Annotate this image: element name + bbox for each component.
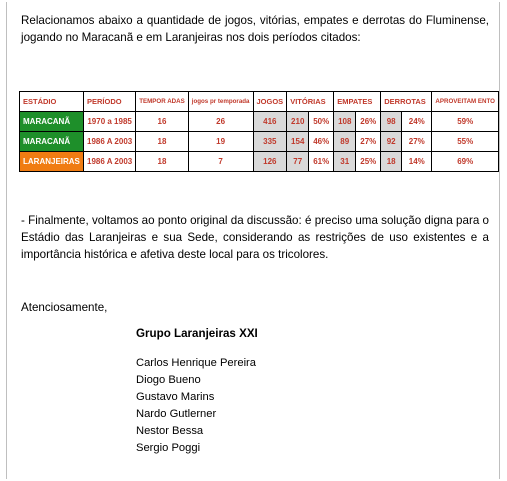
cell-periodo: 1970 a 1985 <box>84 112 136 132</box>
cell-derrotas: 98 <box>381 112 402 132</box>
header-vitorias: VITÓRIAS <box>287 92 334 112</box>
header-aproveitamento: APROVEITAM ENTO <box>432 92 499 112</box>
member-name: Sergio Poggi <box>136 442 201 454</box>
cell-jogos: 126 <box>253 152 287 172</box>
cell-estadio: LARANJEIRAS <box>20 152 84 172</box>
header-periodo: PERÍODO <box>84 92 136 112</box>
member-name: Nardo Gutlerner <box>136 408 217 420</box>
cell-aproveitamento: 59% <box>432 112 499 132</box>
conclusion-paragraph: - Finalmente, voltamos ao ponto original da discussão: é preciso uma solução digna para o Estádio das Laranjeiras e sua Sede, considerando as restrições de uso existentes e a importância histórica e afetiva deste local para os tricolores. <box>21 214 489 261</box>
cell-empates: 108 <box>334 112 356 132</box>
cell-derrotas-pct: 24% <box>402 112 432 132</box>
cell-vitorias-pct: 50% <box>309 112 334 132</box>
cell-aproveitamento: 69% <box>432 152 499 172</box>
header-temporadas: TEMPOR ADAS <box>136 92 189 112</box>
document-page <box>6 2 500 479</box>
header-estadio: ESTÁDIO <box>20 92 84 112</box>
intro-paragraph: Relacionamos abaixo a quantidade de jogos, vitórias, empates e derrotas do Fluminense, jogando no Maracanã e em Laranjeiras nos dois períodos citados: <box>21 14 489 44</box>
members-list <box>136 355 256 457</box>
cell-empates: 31 <box>334 152 356 172</box>
header-empates: EMPATES <box>334 92 381 112</box>
cell-temporadas: 18 <box>136 152 189 172</box>
header-derrotas: DERROTAS <box>381 92 432 112</box>
cell-empates: 89 <box>334 132 356 152</box>
cell-jogos-temporada: 26 <box>188 112 253 132</box>
table-header-row <box>20 92 499 112</box>
member-name: Nestor Bessa <box>136 425 204 437</box>
cell-vitorias: 77 <box>287 152 309 172</box>
cell-empates-pct: 26% <box>356 112 381 132</box>
cell-derrotas: 18 <box>381 152 402 172</box>
table-row <box>20 112 499 132</box>
cell-temporadas: 16 <box>136 112 189 132</box>
member-name: Carlos Henrique Pereira <box>136 357 257 369</box>
cell-derrotas-pct: 14% <box>402 152 432 172</box>
cell-aproveitamento: 55% <box>432 132 499 152</box>
cell-derrotas-pct: 27% <box>402 132 432 152</box>
cell-periodo: 1986 A 2003 <box>84 132 136 152</box>
closing-salutation: Atenciosamente, <box>21 301 108 314</box>
cell-empates-pct: 27% <box>356 132 381 152</box>
cell-vitorias: 210 <box>287 112 309 132</box>
table-row <box>20 132 499 152</box>
cell-empates-pct: 25% <box>356 152 381 172</box>
cell-jogos: 335 <box>253 132 287 152</box>
cell-vitorias-pct: 61% <box>309 152 334 172</box>
cell-jogos-temporada: 19 <box>188 132 253 152</box>
cell-periodo: 1986 A 2003 <box>84 152 136 172</box>
header-jogos-temporada: jogos pr temporada <box>188 92 253 112</box>
group-name: Grupo Laranjeiras XXI <box>136 327 258 340</box>
member-name: Gustavo Marins <box>136 391 215 403</box>
table-row <box>20 152 499 172</box>
cell-estadio: MARACANÃ <box>20 132 84 152</box>
cell-jogos-temporada: 7 <box>188 152 253 172</box>
cell-temporadas: 18 <box>136 132 189 152</box>
cell-jogos: 416 <box>253 112 287 132</box>
member-name: Diogo Bueno <box>136 374 201 386</box>
cell-vitorias-pct: 46% <box>309 132 334 152</box>
stats-table <box>19 91 499 172</box>
cell-derrotas: 92 <box>381 132 402 152</box>
header-jogos: JOGOS <box>253 92 287 112</box>
cell-estadio: MARACANÃ <box>20 112 84 132</box>
cell-vitorias: 154 <box>287 132 309 152</box>
